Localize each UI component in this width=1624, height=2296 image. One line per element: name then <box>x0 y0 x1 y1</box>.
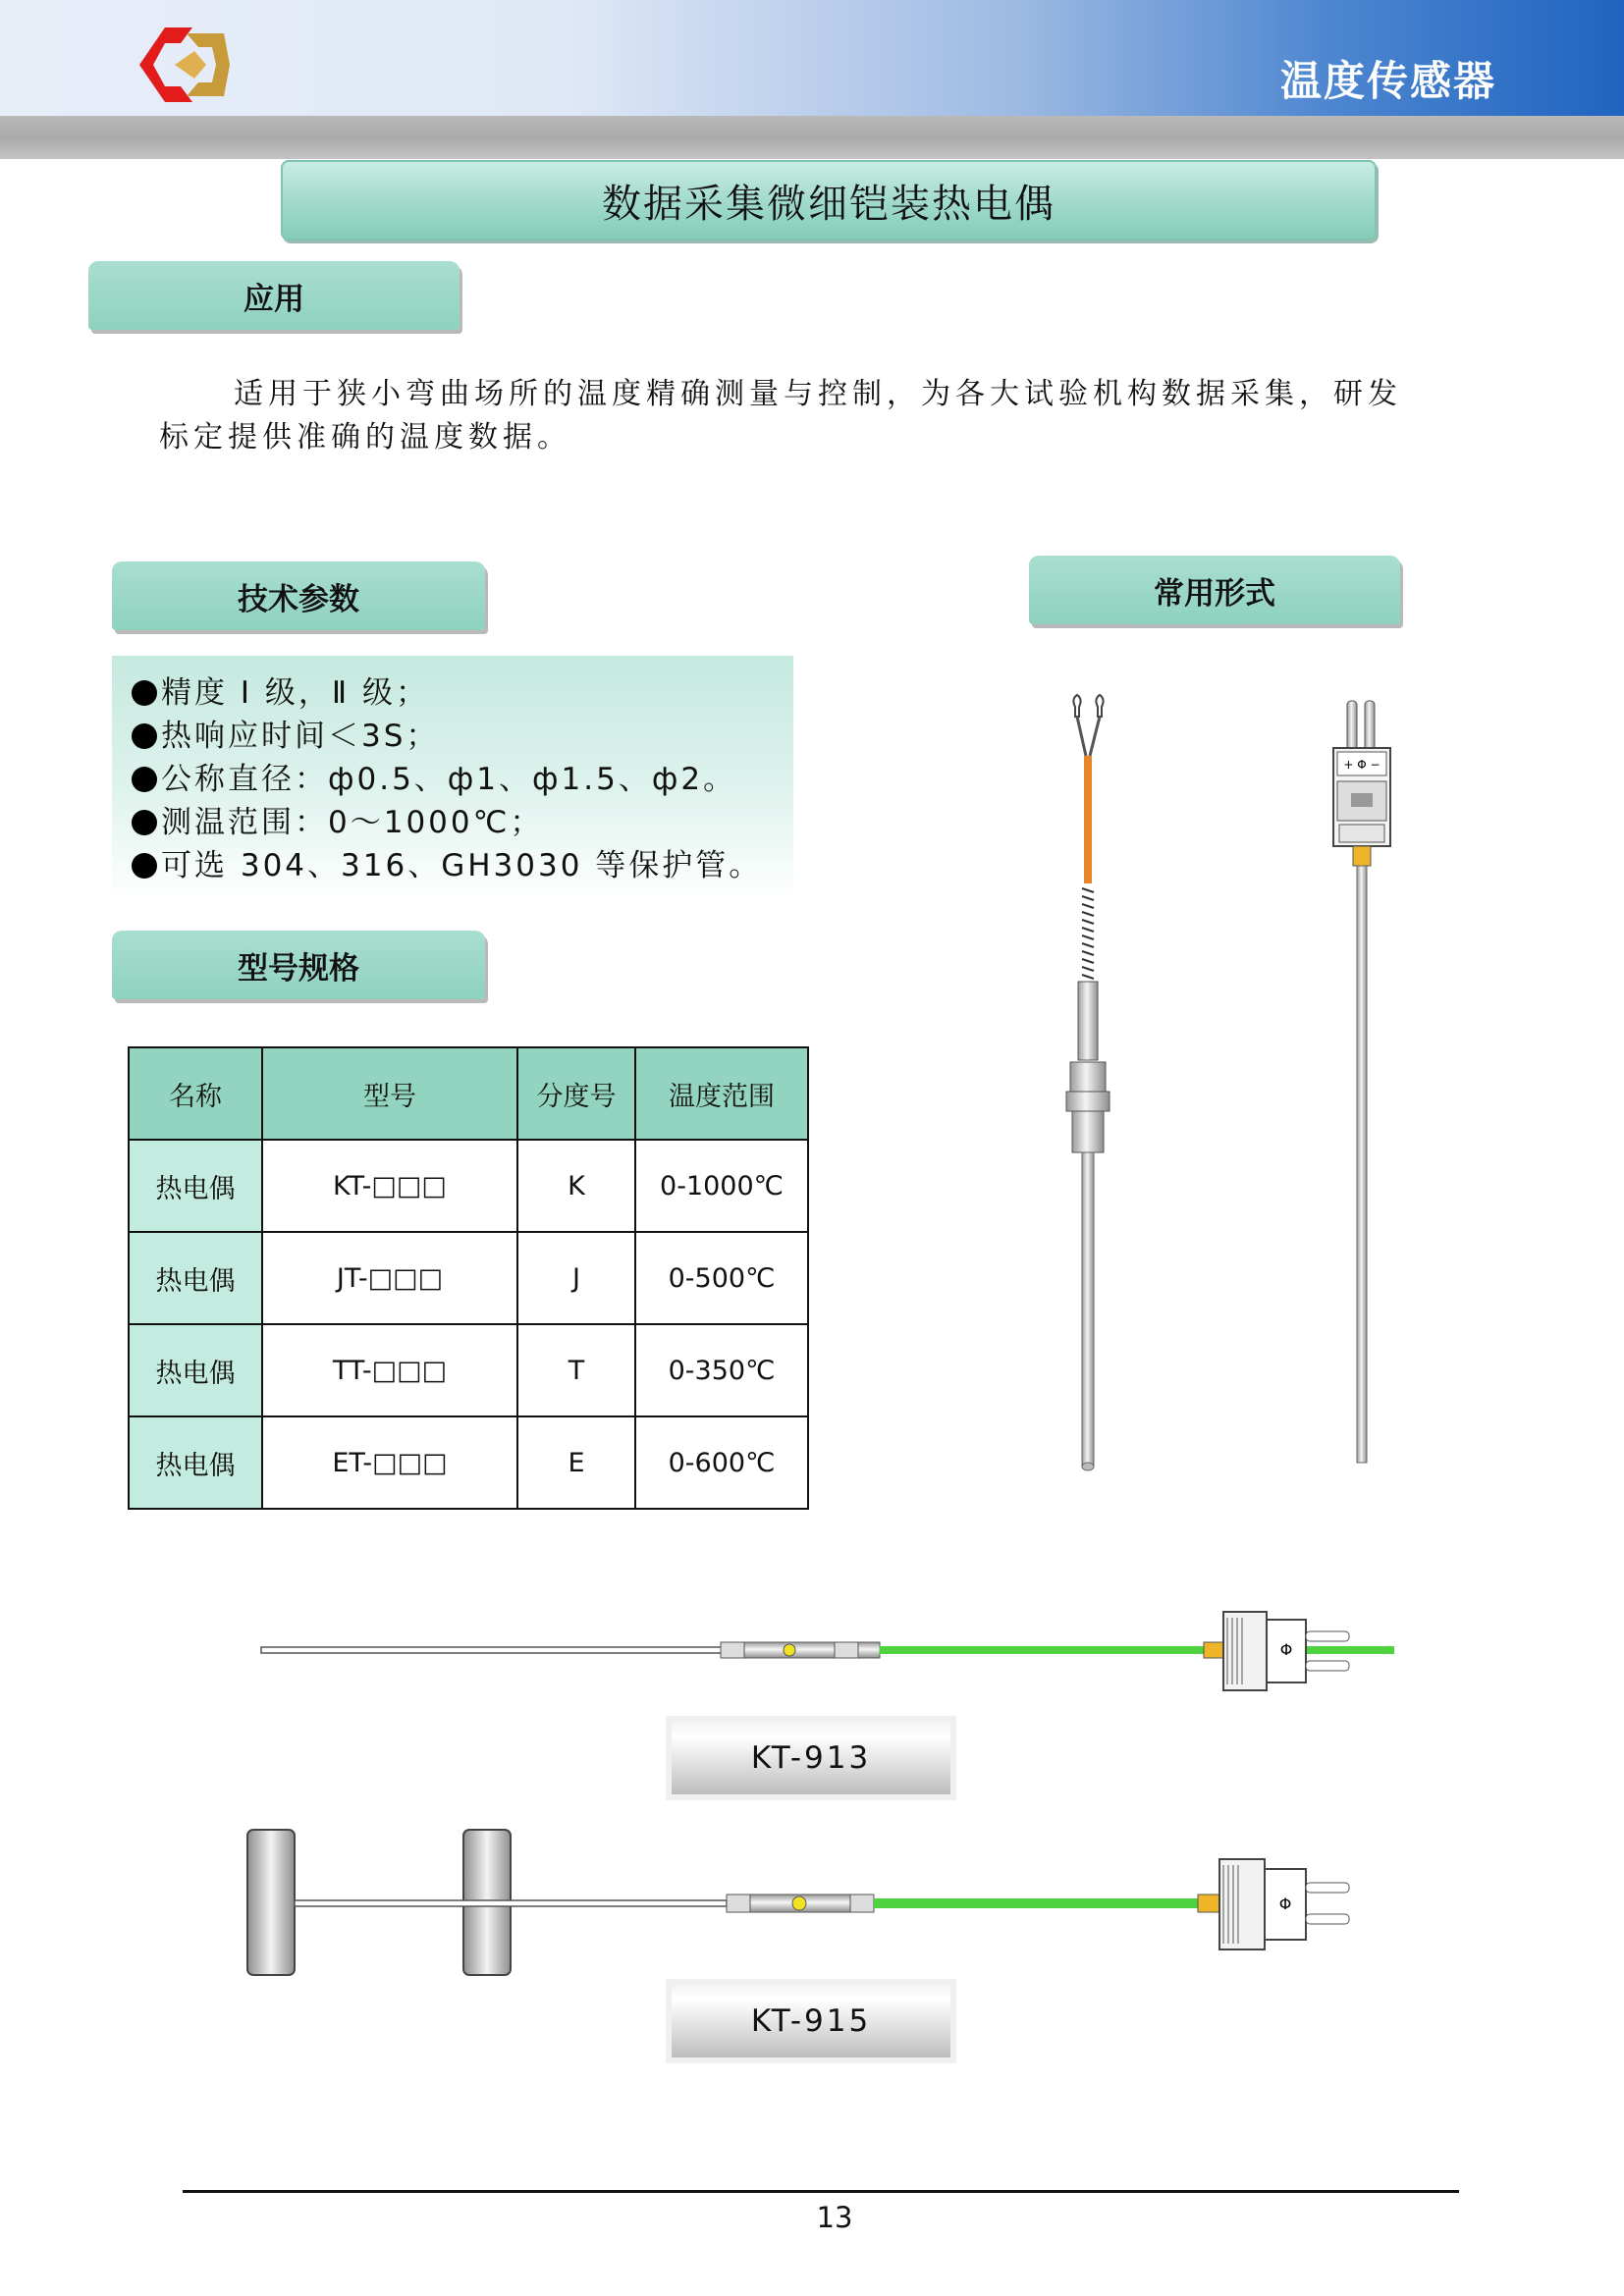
section-tab-tech-params <box>112 561 485 630</box>
bullet-icon <box>132 810 157 835</box>
cell-model: ET-□□□ <box>262 1416 517 1509</box>
cell-graduation: K <box>517 1140 635 1232</box>
cell-name: 热电偶 <box>129 1140 262 1232</box>
spec-item: 精度 Ⅰ 级，Ⅱ 级； <box>132 667 429 712</box>
company-logo <box>135 26 232 104</box>
spec-item: 热响应时间＜3S； <box>132 711 439 755</box>
section-label: 技术参数 <box>238 581 359 617</box>
header-divider <box>0 116 1624 159</box>
spec-item: 公称直径：ф0.5、ф1、ф1.5、ф2。 <box>132 754 736 798</box>
table-row <box>129 1232 808 1324</box>
cell-name: 热电偶 <box>129 1416 262 1509</box>
application-line-2: 标定提供准确的温度数据。 <box>159 420 571 454</box>
column-header: 型号 <box>262 1047 517 1140</box>
model-label-kt913: KT-913 <box>672 1722 950 1794</box>
svg-text:Φ: Φ <box>1279 1640 1293 1659</box>
section-label: 型号规格 <box>238 950 359 987</box>
cell-graduation: J <box>517 1232 635 1324</box>
section-tab-model-spec <box>112 931 485 999</box>
section-tab-common-forms <box>1029 556 1400 624</box>
kt913-illustration <box>255 1610 1394 1698</box>
cell-model: TT-□□□ <box>262 1324 517 1416</box>
kt915-illustration <box>242 1826 1400 1983</box>
footer-rule <box>183 2190 1459 2193</box>
bullet-icon <box>132 853 157 879</box>
section-label: 常用形式 <box>1154 575 1275 612</box>
cell-graduation: E <box>517 1416 635 1509</box>
header-title: 温度传感器 <box>1279 57 1496 105</box>
bullet-icon <box>132 767 157 792</box>
model-table <box>128 1046 809 1510</box>
spec-list <box>112 656 793 901</box>
bullet-icon <box>132 723 157 749</box>
application-line-1: 适用于狭小弯曲场所的温度精确测量与控制，为各大试验机构数据采集，研发 <box>234 377 1402 411</box>
column-header: 分度号 <box>517 1047 635 1140</box>
table-row <box>129 1416 808 1509</box>
column-header: 温度范围 <box>635 1047 808 1140</box>
table-row <box>129 1324 808 1416</box>
spec-item: 测温范围：0～1000℃； <box>132 797 543 841</box>
model-label-kt915: KT-915 <box>672 1985 950 2057</box>
vertical-sensor-illustrations <box>1041 687 1473 1492</box>
section-label: 应用 <box>244 281 304 317</box>
cell-name: 热电偶 <box>129 1232 262 1324</box>
cell-range: 0-350℃ <box>635 1324 808 1416</box>
column-header: 名称 <box>129 1047 262 1140</box>
orange-lead-wire <box>1084 756 1092 883</box>
page-title: 数据采集微细铠装热电偶 <box>602 181 1056 227</box>
cell-range: 0-600℃ <box>635 1416 808 1509</box>
section-tab-application <box>88 261 460 330</box>
cell-model: JT-□□□ <box>262 1232 517 1324</box>
cell-graduation: T <box>517 1324 635 1416</box>
sensor-with-leads-illustration <box>1066 695 1110 1470</box>
cell-range: 0-1000℃ <box>635 1140 808 1232</box>
page-number: 13 <box>816 2201 853 2234</box>
page-title-banner <box>281 160 1377 240</box>
svg-text:+ Φ −: + Φ − <box>1343 758 1380 772</box>
spec-item: 可选 304、316、GH3030 等保护管。 <box>132 840 762 884</box>
cell-range: 0-500℃ <box>635 1232 808 1324</box>
svg-text:Φ: Φ <box>1278 1895 1292 1913</box>
cell-model: KT-□□□ <box>262 1140 517 1232</box>
cell-name: 热电偶 <box>129 1324 262 1416</box>
table-header-row <box>129 1047 808 1140</box>
sensor-with-plug-illustration <box>1333 701 1390 1463</box>
table-row <box>129 1140 808 1232</box>
application-paragraph <box>159 373 1465 459</box>
bullet-icon <box>132 680 157 706</box>
